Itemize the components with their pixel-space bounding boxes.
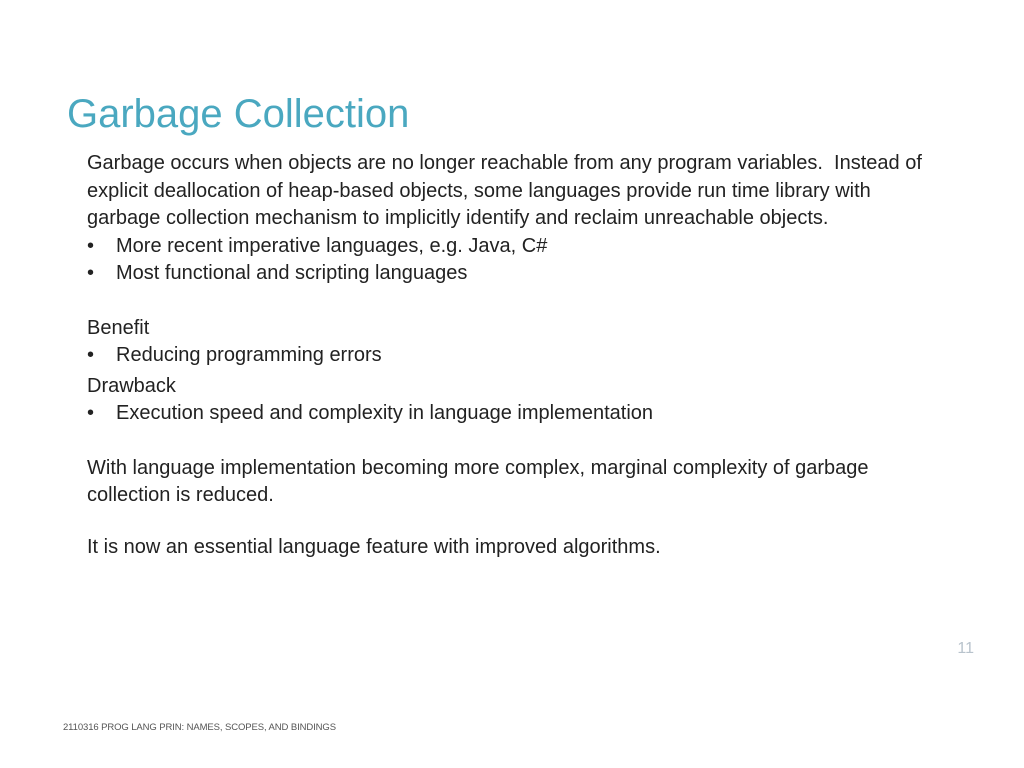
intro-paragraph: Garbage occurs when objects are no longer reachable from any program variables. Instead of explicit deallocation of heap-based objects, some languages provide run time library with garbage collection mechanism to implicitly identify and reclaim unreachable objects. — [87, 152, 928, 229]
conclusion-paragraph: With language implementation becoming more complex, marginal complexity of garbage collection is reduced. — [87, 456, 880, 506]
bullet-icon: • — [87, 262, 95, 284]
slide-title: Garbage Collection — [67, 92, 410, 136]
page-number: 11 — [957, 640, 974, 657]
benefit-heading: Benefit — [87, 316, 150, 339]
list-item-text: Reducing programming errors — [116, 344, 382, 366]
list-item — [87, 400, 927, 428]
bullet-icon: • — [87, 402, 95, 424]
list-item-text: More recent imperative languages, e.g. Java, C# — [116, 234, 548, 257]
drawback-heading: Drawback — [87, 374, 176, 397]
list-item-text: Most functional and scripting languages — [116, 262, 468, 284]
intro-bullet-list — [87, 233, 927, 288]
closing-paragraph: It is now an essential language feature with improved algorithms. — [87, 535, 661, 558]
drawback-bullet-list — [87, 400, 927, 428]
bullet-icon: • — [87, 344, 95, 366]
benefit-bullet-list — [87, 342, 927, 370]
bullet-icon: • — [87, 234, 95, 257]
list-item — [87, 342, 927, 370]
list-item — [87, 260, 927, 288]
list-item — [87, 233, 927, 261]
footer-text: 2110316 PROG LANG PRIN: NAMES, SCOPES, AND BINDINGS — [63, 722, 336, 733]
slide-body — [87, 150, 927, 561]
list-item-text: Execution speed and complexity in language implementation — [116, 402, 654, 424]
